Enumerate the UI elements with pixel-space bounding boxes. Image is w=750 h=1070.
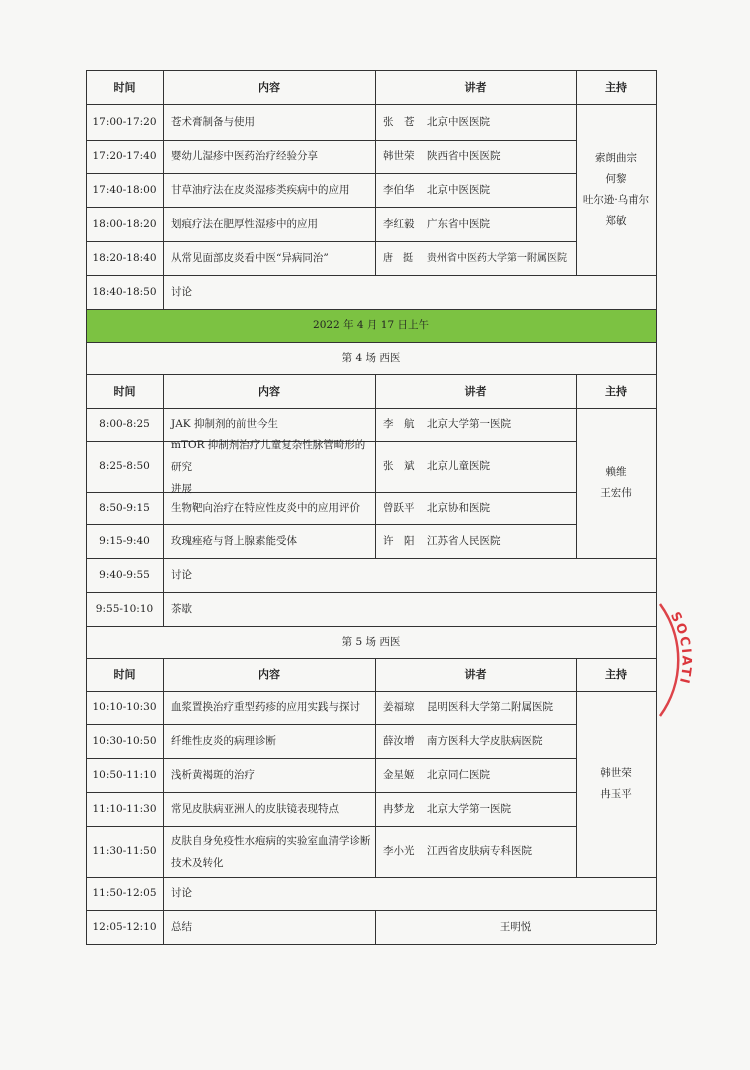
- speaker-name: 李伯华: [383, 183, 415, 196]
- row-speaker: [375, 408, 576, 441]
- speaker-hospital: 广东省中医院: [427, 217, 490, 230]
- content-line: 皮肤自身免疫性水疱病的实验室血清学诊断: [171, 834, 371, 847]
- header-time: 时间: [113, 668, 136, 681]
- speaker-hospital: 北京大学第一医院: [427, 418, 511, 430]
- row-speaker: [375, 724, 576, 758]
- row-time: 17:20-17:40: [92, 150, 157, 162]
- host-name: 冉玉平: [600, 788, 632, 800]
- header-content: 内容: [258, 668, 280, 681]
- row-time: 11:10-11:30: [92, 802, 157, 815]
- speaker-name: 韩世荣: [383, 150, 415, 162]
- row-speaker: [375, 207, 576, 241]
- row-time: 18:20-18:40: [92, 251, 157, 264]
- svg-text:SOCIATI: SOCIATI: [666, 609, 694, 687]
- header-speaker: 讲者: [464, 384, 487, 398]
- header-speaker: 讲者: [464, 668, 487, 681]
- row-speaker: [375, 104, 576, 140]
- date-banner: 2022 年 4 月 17 日上午: [313, 319, 429, 331]
- content-line: 进展: [171, 482, 192, 495]
- speaker-hospital: 北京中医医院: [427, 115, 490, 128]
- content-line: 技术及转化: [171, 856, 224, 869]
- header-time: 时间: [113, 80, 136, 94]
- summary-speaker: 王明悦: [499, 920, 532, 933]
- seal-stamp: [658, 600, 718, 720]
- host-name: 何黎: [605, 172, 627, 185]
- header-host: 主持: [605, 668, 627, 681]
- row-time: 9:15-9:40: [99, 534, 150, 547]
- host-list: [576, 104, 656, 275]
- row-speaker: [375, 524, 576, 558]
- host-name: 赖维: [605, 466, 627, 478]
- speaker-hospital: 北京大学第一医院: [427, 802, 511, 815]
- row-content: 生物靶向治疗在特应性皮炎中的应用评价: [171, 501, 360, 514]
- speaker-hospital: 江西省皮肤病专科医院: [427, 845, 532, 857]
- row-content: 纤维性皮炎的病理诊断: [171, 734, 276, 747]
- row-time: 18:40-18:50: [92, 285, 157, 298]
- host-list: [576, 691, 656, 877]
- speaker-name: 张 斌: [383, 460, 415, 472]
- header-content: 内容: [258, 80, 280, 94]
- speaker-hospital: 北京协和医院: [427, 501, 490, 514]
- row-time: 10:50-11:10: [92, 768, 157, 781]
- row-speaker: [375, 691, 576, 724]
- row-speaker: [375, 140, 576, 173]
- row-speaker: [375, 758, 576, 792]
- row-content: 讨论: [171, 568, 192, 581]
- speaker-hospital: 昆明医科大学第二附属医院: [427, 701, 553, 713]
- row-time: 8:25-8:50: [99, 460, 150, 472]
- session-title: 第 5 场 西医: [341, 635, 401, 648]
- row-time: 17:00-17:20: [92, 115, 157, 128]
- speaker-name: 金星姬: [383, 768, 415, 781]
- row-content: 讨论: [171, 887, 192, 899]
- row-time: 11:50-12:05: [92, 887, 157, 899]
- speaker-hospital: 陕西省中医医院: [427, 150, 501, 162]
- speaker-name: 许 阳: [383, 534, 415, 547]
- host-list: [576, 408, 656, 558]
- row-time: 8:00-8:25: [99, 418, 150, 430]
- speaker-hospital: 北京儿童医院: [427, 460, 490, 472]
- header-speaker: 讲者: [464, 80, 487, 94]
- host-name: 索朗曲宗: [595, 151, 637, 164]
- speaker-name: 薛汝增: [383, 734, 415, 747]
- row-content: 讨论: [171, 285, 192, 298]
- row-content: 常见皮肤病亚洲人的皮肤镜表现特点: [171, 802, 339, 815]
- row-speaker: [375, 826, 576, 877]
- row-content: 浅析黄褐斑的治疗: [171, 768, 255, 781]
- header-time: 时间: [113, 384, 136, 398]
- host-name: 韩世荣: [600, 767, 632, 779]
- row-content: 茶歇: [171, 602, 192, 615]
- row-content: 划痕疗法在肥厚性湿疹中的应用: [171, 217, 318, 230]
- row-speaker: [375, 441, 576, 492]
- header-host: 主持: [605, 384, 627, 398]
- row-content: 婴幼儿湿疹中医药治疗经验分享: [171, 150, 318, 162]
- row-time: 18:00-18:20: [92, 217, 157, 230]
- speaker-hospital: 贵州省中医药大学第一附属医院: [427, 252, 567, 264]
- header-host: 主持: [605, 80, 627, 94]
- session-title: 第 4 场 西医: [341, 351, 401, 364]
- row-time: 17:40-18:00: [92, 183, 157, 196]
- row-speaker: [375, 241, 576, 275]
- speaker-name: 李小光: [383, 845, 415, 857]
- host-name: 郑敏: [605, 214, 627, 227]
- host-name: 王宏伟: [600, 487, 632, 499]
- row-speaker: [375, 792, 576, 826]
- speaker-hospital: 北京同仁医院: [427, 768, 490, 781]
- speaker-name: 李 航: [383, 418, 415, 430]
- row-content: [163, 826, 375, 877]
- row-time: 12:05-12:10: [92, 920, 157, 933]
- speaker-name: 冉梦龙: [383, 802, 415, 815]
- row-content: JAK 抑制剂的前世今生: [171, 418, 278, 430]
- row-time: 10:30-10:50: [92, 734, 157, 747]
- speaker-name: 张 苍: [383, 115, 415, 128]
- host-name: 吐尔逊·乌甫尔: [582, 193, 650, 206]
- row-time: 9:40-9:55: [99, 568, 150, 581]
- row-time: 10:10-10:30: [92, 701, 157, 713]
- row-content: 玫瑰痤疮与肾上腺素能受体: [171, 534, 297, 547]
- row-content: 甘草油疗法在皮炎湿疹类疾病中的应用: [171, 183, 350, 196]
- row-content: [163, 438, 375, 495]
- row-content: 从常见面部皮炎看中医“异病同治”: [171, 251, 329, 264]
- speaker-hospital: 北京中医医院: [427, 183, 490, 196]
- row-content: 苍术膏制备与使用: [171, 115, 255, 128]
- row-time: 9:55-10:10: [95, 602, 154, 615]
- speaker-name: 曾跃平: [383, 501, 415, 514]
- speaker-name: 李红毅: [383, 217, 415, 230]
- row-speaker: [375, 492, 576, 524]
- row-time: 11:30-11:50: [92, 845, 157, 857]
- row-speaker: [375, 173, 576, 207]
- speaker-name: 姜福琼: [383, 701, 415, 713]
- row-time: 8:50-9:15: [99, 501, 150, 514]
- speaker-hospital: 南方医科大学皮肤病医院: [427, 734, 543, 747]
- row-content: 总结: [171, 920, 192, 933]
- speaker-hospital: 江苏省人民医院: [427, 534, 501, 547]
- header-content: 内容: [258, 384, 280, 398]
- speaker-name: 唐 挺: [383, 252, 413, 264]
- content-line: mTOR 抑制剂治疗儿童复杂性脉管畸形的研究: [171, 438, 366, 473]
- row-content: 血浆置换治疗重型药疹的应用实践与探讨: [171, 701, 360, 713]
